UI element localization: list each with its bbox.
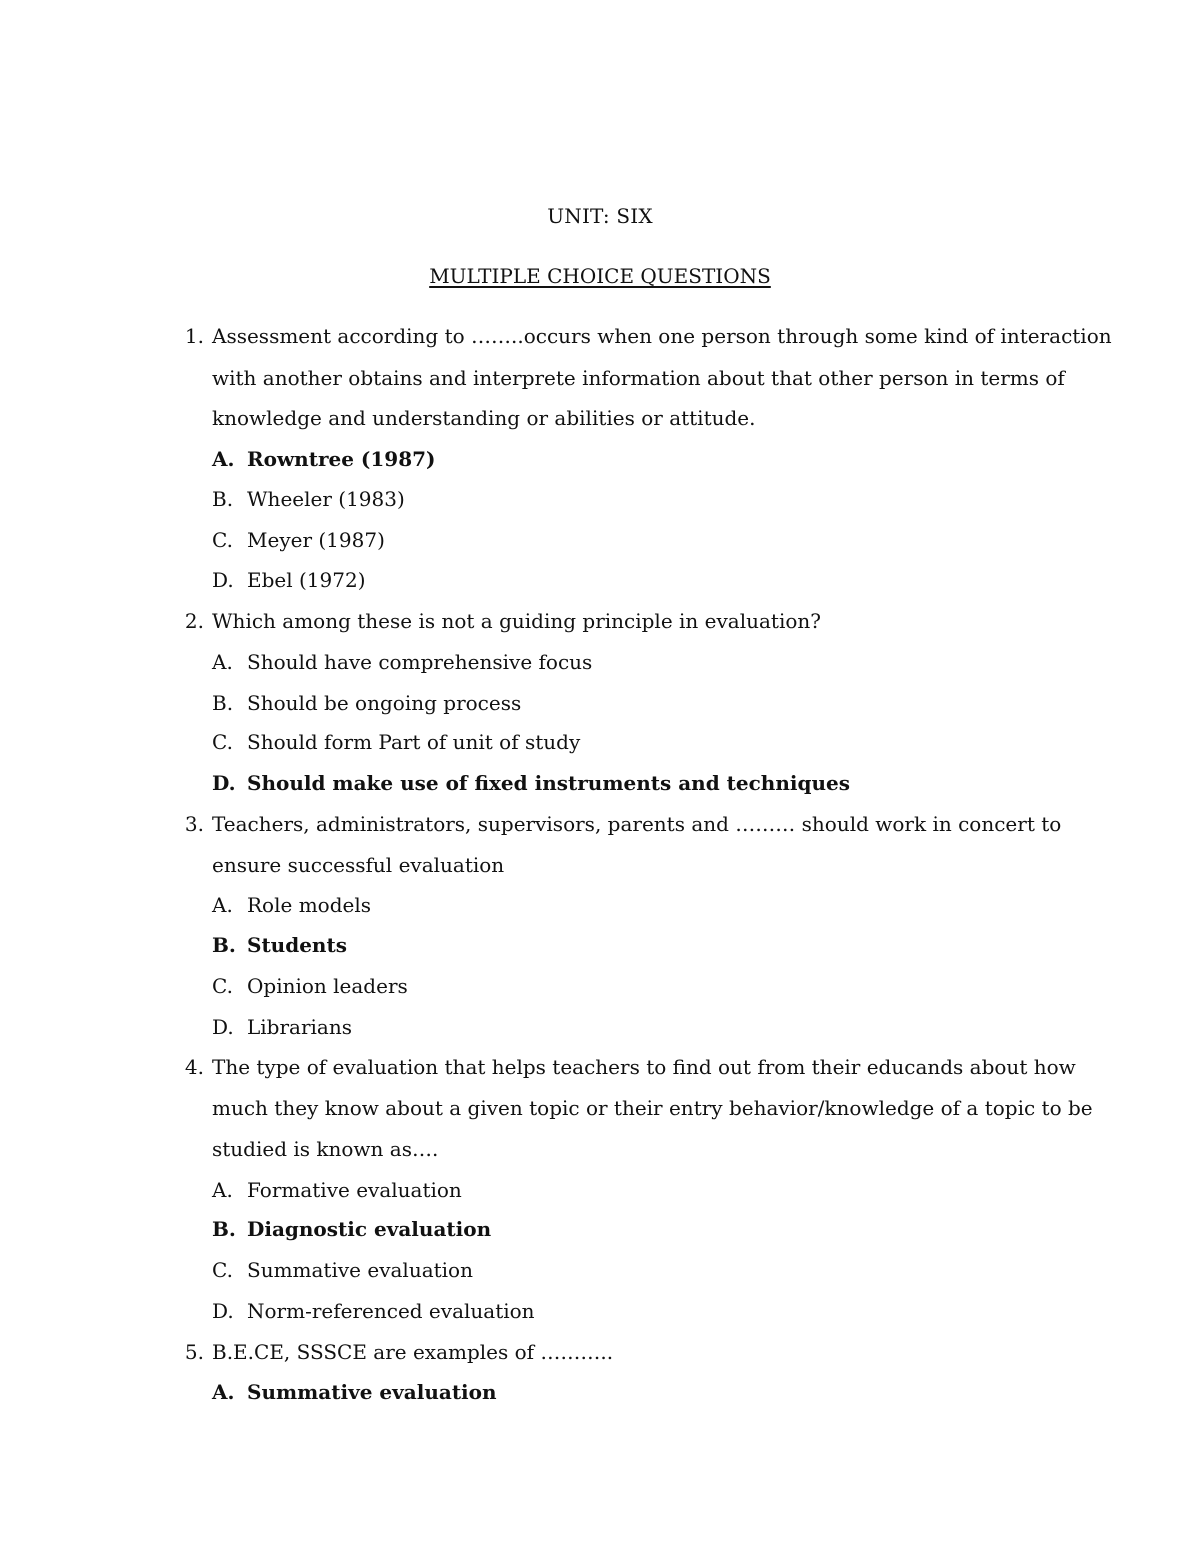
question-3-option-a-letter: A. xyxy=(212,893,233,917)
question-2-option-a-text: Should have comprehensive focus xyxy=(247,650,593,674)
question-4-line-3: studied is known as…. xyxy=(212,1137,439,1161)
question-1-number: 1. xyxy=(184,324,204,348)
question-1-line-3: knowledge and understanding or abilities or attitude. xyxy=(212,406,756,430)
question-4-option-b-letter: B. xyxy=(212,1217,236,1241)
question-1-line-2: with another obtains and interprete information about that other person in terms of xyxy=(212,366,1065,390)
question-4-option-b-text: Diagnostic evaluation xyxy=(247,1217,492,1241)
question-3-number: 3. xyxy=(184,812,204,836)
question-3-option-c-letter: C. xyxy=(212,974,233,998)
question-2-option-c-letter: C. xyxy=(212,730,233,754)
question-2-option-d-letter: D. xyxy=(212,771,236,795)
unit-title: UNIT: SIX xyxy=(547,204,653,228)
question-3-option-a-text: Role models xyxy=(247,893,371,917)
section-title xyxy=(0,261,1200,291)
question-1-option-a-text: Rowntree (1987) xyxy=(247,447,436,471)
question-2-option-b-letter: B. xyxy=(212,691,234,715)
question-3-line-2: ensure successful evaluation xyxy=(212,853,505,877)
question-3-option-c-text: Opinion leaders xyxy=(247,974,408,998)
question-4-option-d-text: Norm-referenced evaluation xyxy=(247,1299,535,1323)
question-5-option-a-text: Summative evaluation xyxy=(247,1380,497,1404)
question-3-option-d-text: Librarians xyxy=(247,1015,352,1039)
question-2-number: 2. xyxy=(184,609,204,633)
question-4-number: 4. xyxy=(184,1055,204,1079)
question-1-line-1: Assessment according to ……..occurs when one person through some kind of interaction xyxy=(212,324,1112,348)
question-5-number: 5. xyxy=(184,1340,204,1364)
question-1-option-b-letter: B. xyxy=(212,487,234,511)
question-1-option-c-letter: C. xyxy=(212,528,233,552)
question-5-line-1: B.E.CE, SSSCE are examples of ……….. xyxy=(212,1340,614,1364)
question-5-option-a-letter: A. xyxy=(212,1380,235,1404)
question-2-option-a-letter: A. xyxy=(212,650,233,674)
question-1-option-b-text: Wheeler (1983) xyxy=(247,487,405,511)
question-2-option-d-text: Should make use of fixed instruments and techniques xyxy=(247,771,850,795)
question-3-option-b-letter: B. xyxy=(212,933,236,957)
question-1-option-d-letter: D. xyxy=(212,568,234,592)
question-2-line-1: Which among these is not a guiding principle in evaluation? xyxy=(212,609,821,633)
question-4-line-2: much they know about a given topic or their entry behavior/knowledge of a topic to be xyxy=(212,1096,1093,1120)
question-1-option-c-text: Meyer (1987) xyxy=(247,528,385,552)
question-4-option-a-letter: A. xyxy=(212,1178,233,1202)
question-4-option-c-letter: C. xyxy=(212,1258,233,1282)
question-4-line-1: The type of evaluation that helps teachers to find out from their educands about how xyxy=(212,1055,1076,1079)
question-3-line-1: Teachers, administrators, supervisors, parents and ……… should work in concert to xyxy=(212,812,1062,836)
question-2-option-b-text: Should be ongoing process xyxy=(247,691,522,715)
section-title-text: MULTIPLE CHOICE QUESTIONS xyxy=(429,264,771,288)
question-4-option-d-letter: D. xyxy=(212,1299,234,1323)
question-1-option-a-letter: A. xyxy=(212,447,235,471)
question-3-option-d-letter: D. xyxy=(212,1015,234,1039)
question-4-option-c-text: Summative evaluation xyxy=(247,1258,473,1282)
question-3-option-b-text: Students xyxy=(247,933,347,957)
question-2-option-c-text: Should form Part of unit of study xyxy=(247,730,581,754)
question-4-option-a-text: Formative evaluation xyxy=(247,1178,462,1202)
question-1-option-d-text: Ebel (1972) xyxy=(247,568,366,592)
